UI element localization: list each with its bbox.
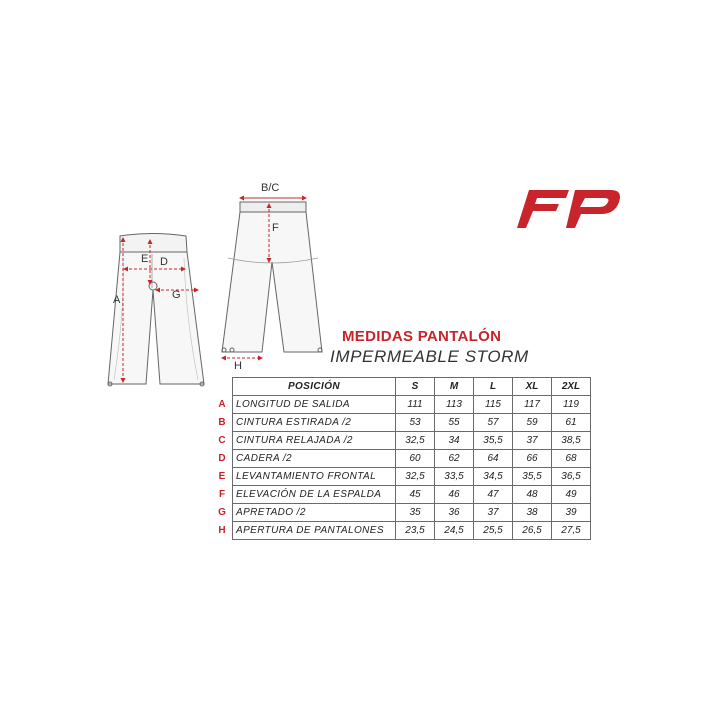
diagram-label-g: G [172, 289, 181, 301]
row-name: LEVANTAMIENTO FRONTAL [233, 468, 396, 486]
cell-value: 57 [474, 414, 513, 432]
row-name: LONGITUD DE SALIDA [233, 396, 396, 414]
cell-value: 36,5 [552, 468, 591, 486]
diagram-label-d: D [160, 256, 168, 268]
table-row [212, 450, 591, 468]
header-size-xl: XL [513, 378, 552, 396]
cell-value: 39 [552, 504, 591, 522]
cell-value: 55 [435, 414, 474, 432]
cell-value: 59 [513, 414, 552, 432]
table-row [212, 468, 591, 486]
page-title: MEDIDAS PANTALÓN [342, 328, 502, 345]
cell-value: 53 [396, 414, 435, 432]
diagram-label-bc: B/C [261, 182, 280, 194]
header-size-l: L [474, 378, 513, 396]
cell-value: 32,5 [396, 432, 435, 450]
row-name: APRETADO /2 [233, 504, 396, 522]
cell-value: 32,5 [396, 468, 435, 486]
row-letter: G [218, 507, 226, 518]
row-letter: D [218, 453, 226, 464]
cell-value: 34 [435, 432, 474, 450]
table-row [212, 522, 591, 540]
cell-value: 119 [552, 396, 591, 414]
cell-value: 27,5 [552, 522, 591, 540]
cell-value: 37 [474, 504, 513, 522]
cell-value: 35,5 [513, 468, 552, 486]
header-size-2xl: 2XL [552, 378, 591, 396]
cell-value: 60 [396, 450, 435, 468]
header-size-m: M [435, 378, 474, 396]
cell-value: 48 [513, 486, 552, 504]
cell-value: 26,5 [513, 522, 552, 540]
table-header-row [212, 378, 591, 396]
row-name: APERTURA DE PANTALONES [233, 522, 396, 540]
table-row [212, 432, 591, 450]
cell-value: 37 [513, 432, 552, 450]
cell-value: 115 [474, 396, 513, 414]
size-table [212, 377, 591, 540]
cell-value: 68 [552, 450, 591, 468]
row-name: CINTURA ESTIRADA /2 [233, 414, 396, 432]
cell-value: 62 [435, 450, 474, 468]
cell-value: 46 [435, 486, 474, 504]
cell-value: 34,5 [474, 468, 513, 486]
row-letter: F [218, 489, 226, 500]
row-name: CINTURA RELAJADA /2 [233, 432, 396, 450]
row-name: ELEVACIÓN DE LA ESPALDA [233, 486, 396, 504]
cell-value: 23,5 [396, 522, 435, 540]
cell-value: 25,5 [474, 522, 513, 540]
cell-value: 49 [552, 486, 591, 504]
table-row [212, 414, 591, 432]
diagram-label-a: A [113, 294, 121, 306]
front-pants-drawing [108, 234, 204, 387]
cell-value: 61 [552, 414, 591, 432]
cell-value: 113 [435, 396, 474, 414]
row-letter: A [218, 399, 226, 410]
cell-value: 111 [396, 396, 435, 414]
table-row [212, 486, 591, 504]
row-letter: C [218, 435, 226, 446]
table-row [212, 504, 591, 522]
cell-value: 64 [474, 450, 513, 468]
row-letter: E [218, 471, 226, 482]
diagram-label-h: H [234, 360, 242, 372]
cell-value: 66 [513, 450, 552, 468]
diagram-label-f: F [272, 222, 279, 234]
cell-value: 33,5 [435, 468, 474, 486]
row-name: CADERA /2 [233, 450, 396, 468]
row-letter: B [218, 417, 226, 428]
header-position: POSICIÓN [233, 378, 396, 396]
diagram-label-e: E [141, 253, 149, 265]
row-letter: H [218, 525, 226, 536]
page-subtitle: IMPERMEABLE STORM [330, 347, 529, 366]
cell-value: 35,5 [474, 432, 513, 450]
table-row [212, 396, 591, 414]
cell-value: 117 [513, 396, 552, 414]
cell-value: 38,5 [552, 432, 591, 450]
title-block [330, 328, 630, 367]
cell-value: 36 [435, 504, 474, 522]
cell-value: 35 [396, 504, 435, 522]
cell-value: 45 [396, 486, 435, 504]
brand-logo [515, 186, 623, 230]
cell-value: 38 [513, 504, 552, 522]
header-size-s: S [396, 378, 435, 396]
cell-value: 24,5 [435, 522, 474, 540]
cell-value: 47 [474, 486, 513, 504]
